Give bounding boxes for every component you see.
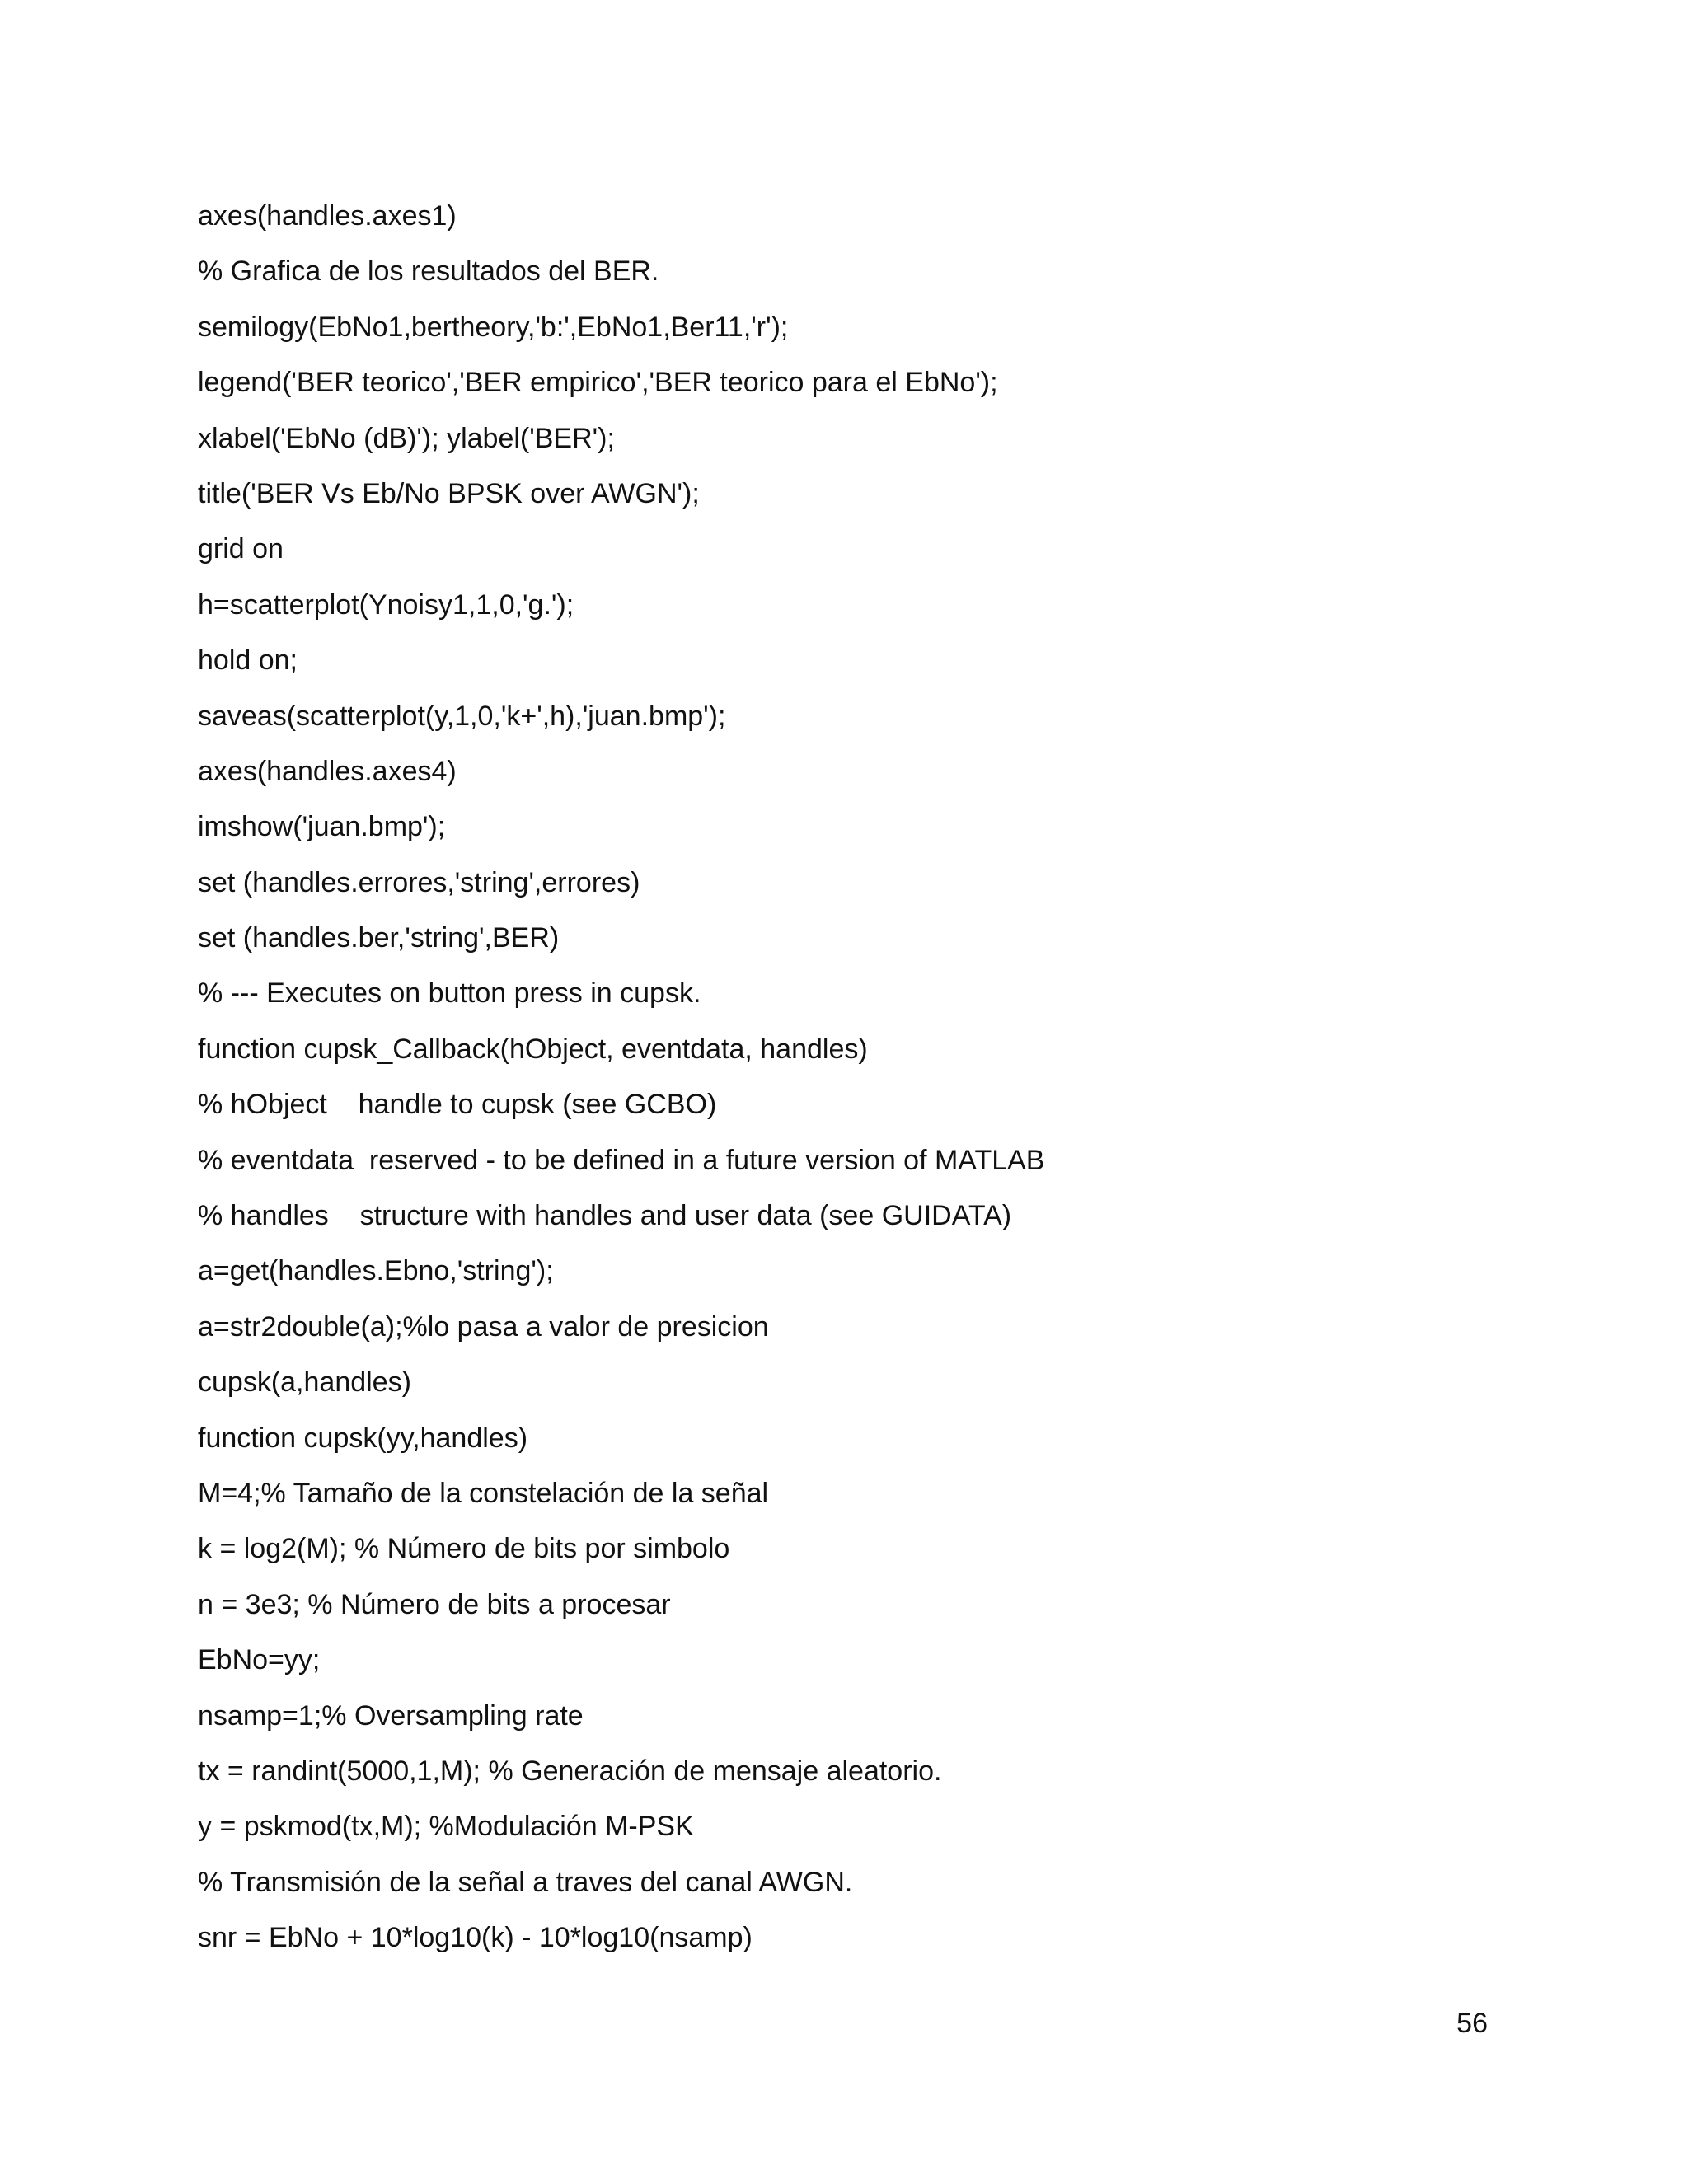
code-line: % Grafica de los resultados del BER. [198,255,659,288]
code-line: EbNo=yy; [198,1644,321,1676]
code-line: y = pskmod(tx,M); %Modulación M-PSK [198,1811,694,1843]
code-line: saveas(scatterplot(y,1,0,'k+',h),'juan.bmp'); [198,700,726,732]
code-line: axes(handles.axes4) [198,755,457,787]
code-line: function cupsk(yy,handles) [198,1422,528,1454]
code-line: legend('BER teorico','BER empirico','BER teorico para el EbNo'); [198,367,998,399]
code-line: set (handles.ber,'string',BER) [198,922,560,954]
code-line: tx = randint(5000,1,M); % Generación de mensaje aleatorio. [198,1755,942,1787]
code-line: title('BER Vs Eb/No BPSK over AWGN'); [198,477,700,509]
code-line: h=scatterplot(Ynoisy1,1,0,'g.'); [198,588,574,621]
code-line: function cupsk_Callback(hObject, eventdata, handles) [198,1033,868,1065]
code-line: % eventdata reserved - to be defined in a future version of MATLAB [198,1144,1045,1176]
code-line: n = 3e3; % Número de bits a procesar [198,1588,671,1620]
code-line: a=get(handles.Ebno,'string'); [198,1255,554,1287]
code-line: a=str2double(a);%lo pasa a valor de presicion [198,1310,769,1343]
code-listing [198,195,1484,1973]
code-line: set (handles.errores,'string',errores) [198,866,640,898]
code-line: semilogy(EbNo1,bertheory,'b:',EbNo1,Ber11,'r'); [198,311,789,343]
code-line: % Transmisión de la señal a traves del canal AWGN. [198,1866,853,1898]
code-line: % hObject handle to cupsk (see GCBO) [198,1089,717,1121]
code-line: cupsk(a,handles) [198,1366,411,1399]
code-line: % handles structure with handles and user data (see GUIDATA) [198,1200,1012,1232]
code-line: k = log2(M); % Número de bits por simbolo [198,1533,730,1565]
code-line: % --- Executes on button press in cupsk. [198,977,701,1010]
page-number: 56 [1456,2008,1488,2039]
code-line: imshow('juan.bmp'); [198,811,446,843]
code-line: M=4;% Tamaño de la constelación de la señal [198,1477,769,1509]
code-line: nsamp=1;% Oversampling rate [198,1699,584,1732]
code-line: snr = EbNo + 10*log10(k) - 10*log10(nsamp) [198,1922,753,1954]
code-line: axes(handles.axes1) [198,200,457,232]
code-line: grid on [198,533,284,565]
code-line: xlabel('EbNo (dB)'); ylabel('BER'); [198,422,615,454]
code-line: hold on; [198,644,298,677]
